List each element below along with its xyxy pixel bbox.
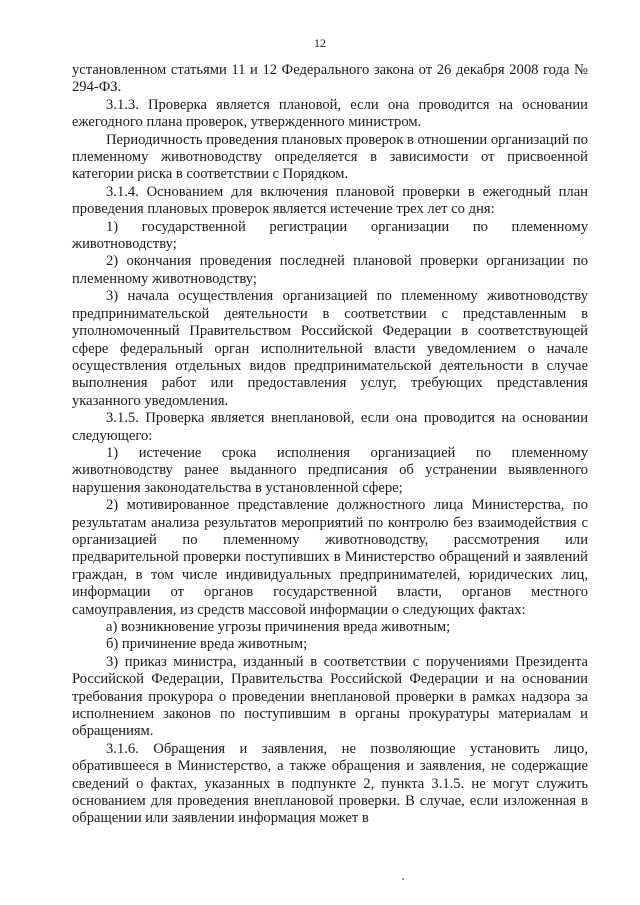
page-number: 12	[314, 36, 326, 50]
paragraph: 1) истечение срока исполнения организацией по племенному животноводству ранее выданного предписания об устранении выявленного нарушения законодательства в установленной сфере;	[72, 444, 588, 496]
paragraph: Периодичность проведения плановых проверок в отношении организаций по племенному животноводству определяется в зависимости от присвоенной категории риска в соответствии с Порядком.	[72, 131, 588, 183]
paragraph: 3.1.4. Основанием для включения плановой проверки в ежегодный план проведения плановых проверок является истечение трех лет со дня:	[72, 183, 588, 218]
paragraph: 2) мотивированное представление должностного лица Министерства, по результатам анализа результатов мероприятий по контролю без взаимодействия с организацией по племенному животноводству, рассмотрения или предварительной проверки поступивших в Министерство обращений и заявлений граждан, в том числе индивидуальных предпринимателей, юридических лиц, информации от органов государственной власти, органов местного самоуправления, из средств массовой информации о следующих фактах:	[72, 497, 588, 618]
paragraph: 3.1.3. Проверка является плановой, если она проводится на основании ежегодного плана проверок, утвержденного министром.	[72, 96, 588, 131]
paragraph: 3) приказ министра, изданный в соответствии с поручениями Президента Российской Федерации, Правительства Российской Федерации и на основании требования прокурора о проведении внеплановой проверки в рамках надзора за исполнением законов по поступившим в органы прокуратуры материалам и обращениям.	[72, 653, 588, 740]
paragraph: 1) государственной регистрации организации по племенному животноводству;	[72, 218, 588, 253]
document-body	[72, 62, 588, 828]
scan-speck	[402, 878, 404, 880]
paragraph: 3) начала осуществления организацией по племенному животноводству предпринимательской деятельности в соответствии с представленным в уполномоченный Правительством Российской Федерации в соответствующей сфере федеральный орган исполнительной власти уведомлением о начале осуществления отдельных видов предпринимательской деятельности в случае выполнения работ или предоставления услуг, требующих представления указанного уведомления.	[72, 288, 588, 409]
paragraph: а) возникновение угрозы причинения вреда животным;	[106, 619, 451, 635]
paragraph: 3.1.5. Проверка является внеплановой, если она проводится на основании следующего:	[72, 410, 588, 444]
paragraph: б) причинение вреда животным;	[106, 636, 308, 653]
paragraph: 3.1.6. Обращения и заявления, не позволяющие установить лицо, обратившееся в Министерство, а также обращения и заявления, не содержащие сведений о фактах, указанных в подпункте 2, пункта 3.1.5. не могут служить основанием для проведения внеплановой проверки. В случае, если изложенная в обращении или заявлении информация может в	[72, 740, 588, 827]
paragraph: установленном статьями 11 и 12 Федерального закона от 26 декабря 2008 года № 294-ФЗ.	[72, 62, 588, 96]
paragraph: 2) окончания проведения последней плановой проверки организации по племенному животноводству;	[72, 253, 588, 287]
